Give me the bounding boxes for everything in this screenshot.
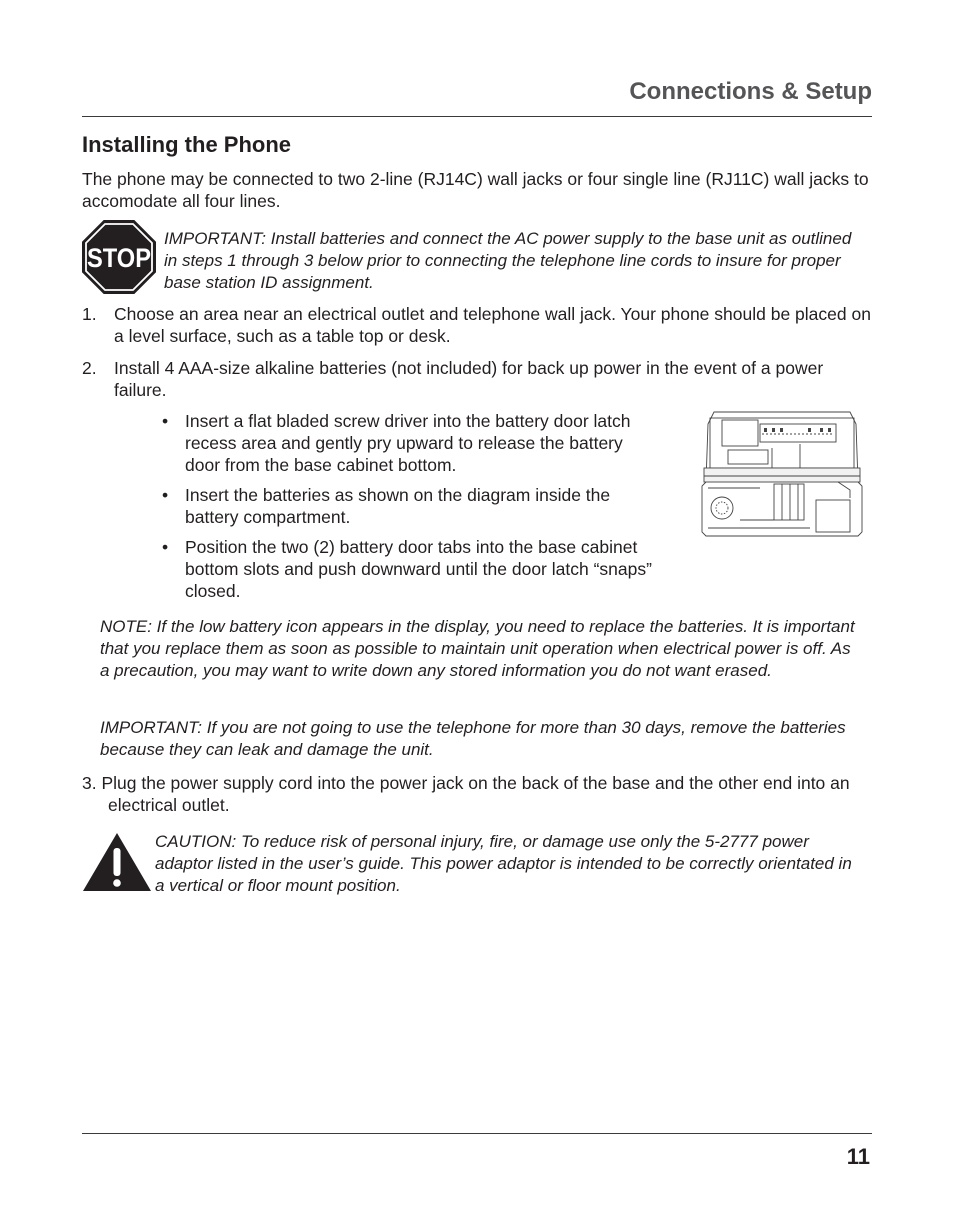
- battery-instructions-list: [162, 410, 662, 610]
- caution-note: CAUTION: To reduce risk of personal injury, fire, or damage use only the 5-2777 power adaptor listed in the user’s guide. This power adaptor is intended to be correctly orientated in a vertical or floor mount position.: [155, 832, 852, 895]
- page-number: 11: [846, 1144, 870, 1169]
- base-unit-battery-diagram: [700, 410, 864, 538]
- bullet-symbol: •: [162, 537, 169, 557]
- section-title: Installing the Phone: [82, 132, 292, 157]
- list-item: [162, 536, 662, 602]
- step-number: 1.: [82, 304, 97, 324]
- stop-sign-icon: [82, 220, 156, 294]
- step-text: Install 4 AAA-size alkaline batteries (not included) for back up power in the event of a power failure.: [114, 358, 824, 400]
- bullet-symbol: •: [162, 411, 169, 431]
- step-number: 3.: [82, 773, 97, 793]
- intro-paragraph: The phone may be connected to two 2-line (RJ14C) wall jacks or four single line (RJ11C) wall jacks to accomodate all four lines.: [82, 169, 869, 211]
- step-text-content: Plug the power supply cord into the power jack on the back of the base and the other end into an electrical outlet.: [101, 773, 850, 815]
- header-rule: [82, 116, 872, 117]
- stop-important-note: IMPORTANT: Install batteries and connect the AC power supply to the base unit as outlined in steps 1 through 3 below prior to connecting the telephone line cords to insure for proper base station ID assignment.: [164, 229, 852, 292]
- footer-rule: [82, 1133, 872, 1134]
- list-item: [162, 410, 662, 476]
- stop-sign-text: STOP: [87, 243, 151, 273]
- bullet-text: Insert a flat bladed screw driver into the battery door latch recess area and gently pry upward to release the battery door from the base cabinet bottom.: [185, 411, 631, 475]
- low-battery-note: NOTE: If the low battery icon appears in the display, you need to replace the batteries. It is important that you replace them as soon as possible to maintain unit operation when electrical power is off. As a precaution, you may want to write down any stored information you do not want erased.: [100, 617, 855, 680]
- storage-important-note: IMPORTANT: If you are not going to use the telephone for more than 30 days, remove the batteries because they can leak and damage the unit.: [100, 718, 846, 759]
- bullet-symbol: •: [162, 485, 169, 505]
- bullet-text: Position the two (2) battery door tabs into the base cabinet bottom slots and push downward until the door latch “snaps” closed.: [185, 537, 652, 601]
- step-number: 2.: [82, 358, 97, 378]
- step-text: [82, 772, 872, 816]
- bullet-text: Insert the batteries as shown on the diagram inside the battery compartment.: [185, 485, 611, 527]
- header-title: Connections & Setup: [629, 78, 872, 105]
- warning-exclamation-icon: [82, 832, 152, 892]
- list-item: [162, 484, 662, 528]
- step-text: Choose an area near an electrical outlet and telephone wall jack. Your phone should be placed on a level surface, such as a table top or desk.: [114, 304, 871, 346]
